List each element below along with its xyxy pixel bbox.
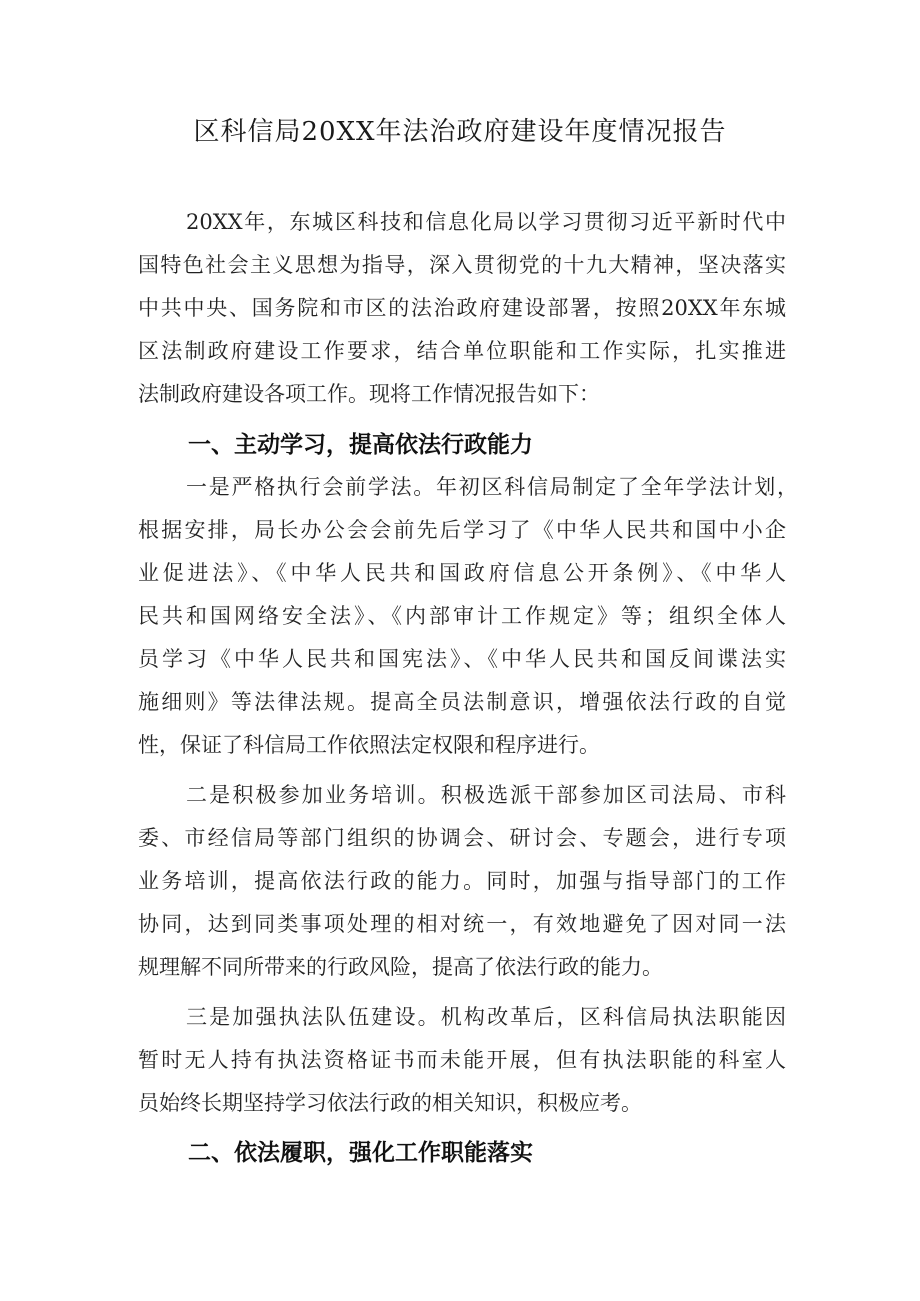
paragraph-line: 委、市经信局等部门组织的协调会、研讨会、专题会，进行专项 <box>138 826 786 850</box>
paragraph-line: 暂时无人持有执法资格证书而未能开展，但有执法职能的科室人 <box>138 1048 786 1072</box>
paragraph-line: 一是严格执行会前学法。年初区科信局制定了全年学法计划， <box>186 475 798 499</box>
paragraph-line: 业务培训，提高依法行政的能力。同时，加强与指导部门的工作 <box>138 869 786 893</box>
paragraph-line: 三是加强执法队伍建设。机构改革后，区科信局执法职能因 <box>186 1005 786 1029</box>
paragraph-line: 民共和国网络安全法》、《内部审计工作规定》等；组织全体人 <box>138 604 786 628</box>
document-title: 区科信局20XX年法治政府建设年度情况报告 <box>193 117 727 147</box>
paragraph-line: 中共中央、国务院和市区的法治政府建设部署，按照20XX年东城 <box>138 296 786 320</box>
paragraph-line: 区法制政府建设工作要求，结合单位职能和工作实际，扎实推进 <box>138 339 786 363</box>
paragraph-line: 协同，达到同类事项处理的相对统一，有效地避免了因对同一法 <box>138 912 786 936</box>
paragraph-line: 业促进法》、《中华人民共和国政府信息公开条例》、《中华人 <box>138 561 786 585</box>
paragraph-line: 员学习《中华人民共和国宪法》、《中华人民共和国反间谍法实 <box>138 647 786 671</box>
paragraph-line: 员始终长期坚持学习依法行政的相关知识，积极应考。 <box>138 1091 642 1115</box>
paragraph-line: 国特色社会主义思想为指导，深入贯彻党的十九大精神，坚决落实 <box>138 253 786 277</box>
paragraph-line: 法制政府建设各项工作。现将工作情况报告如下： <box>138 382 600 406</box>
paragraph-line: 规理解不同所带来的行政风险，提高了依法行政的能力。 <box>138 955 663 979</box>
paragraph-line: 施细则》等法律法规。提高全员法制意识，增强依法行政的自觉 <box>138 690 786 714</box>
paragraph-line: 根据安排，局长办公会会前先后学习了《中华人民共和国中小企 <box>138 518 786 542</box>
paragraph-line: 二是积极参加业务培训。积极选派干部参加区司法局、市科 <box>186 783 786 807</box>
paragraph-line: 性，保证了科信局工作依照法定权限和程序进行。 <box>138 733 600 757</box>
section-heading: 一、主动学习，提高依法行政能力 <box>188 432 533 458</box>
paragraph-line: 20XX年，东城区科技和信息化局以学习贯彻习近平新时代中 <box>186 210 786 234</box>
section-heading: 二、依法履职，强化工作职能落实 <box>188 1140 533 1166</box>
